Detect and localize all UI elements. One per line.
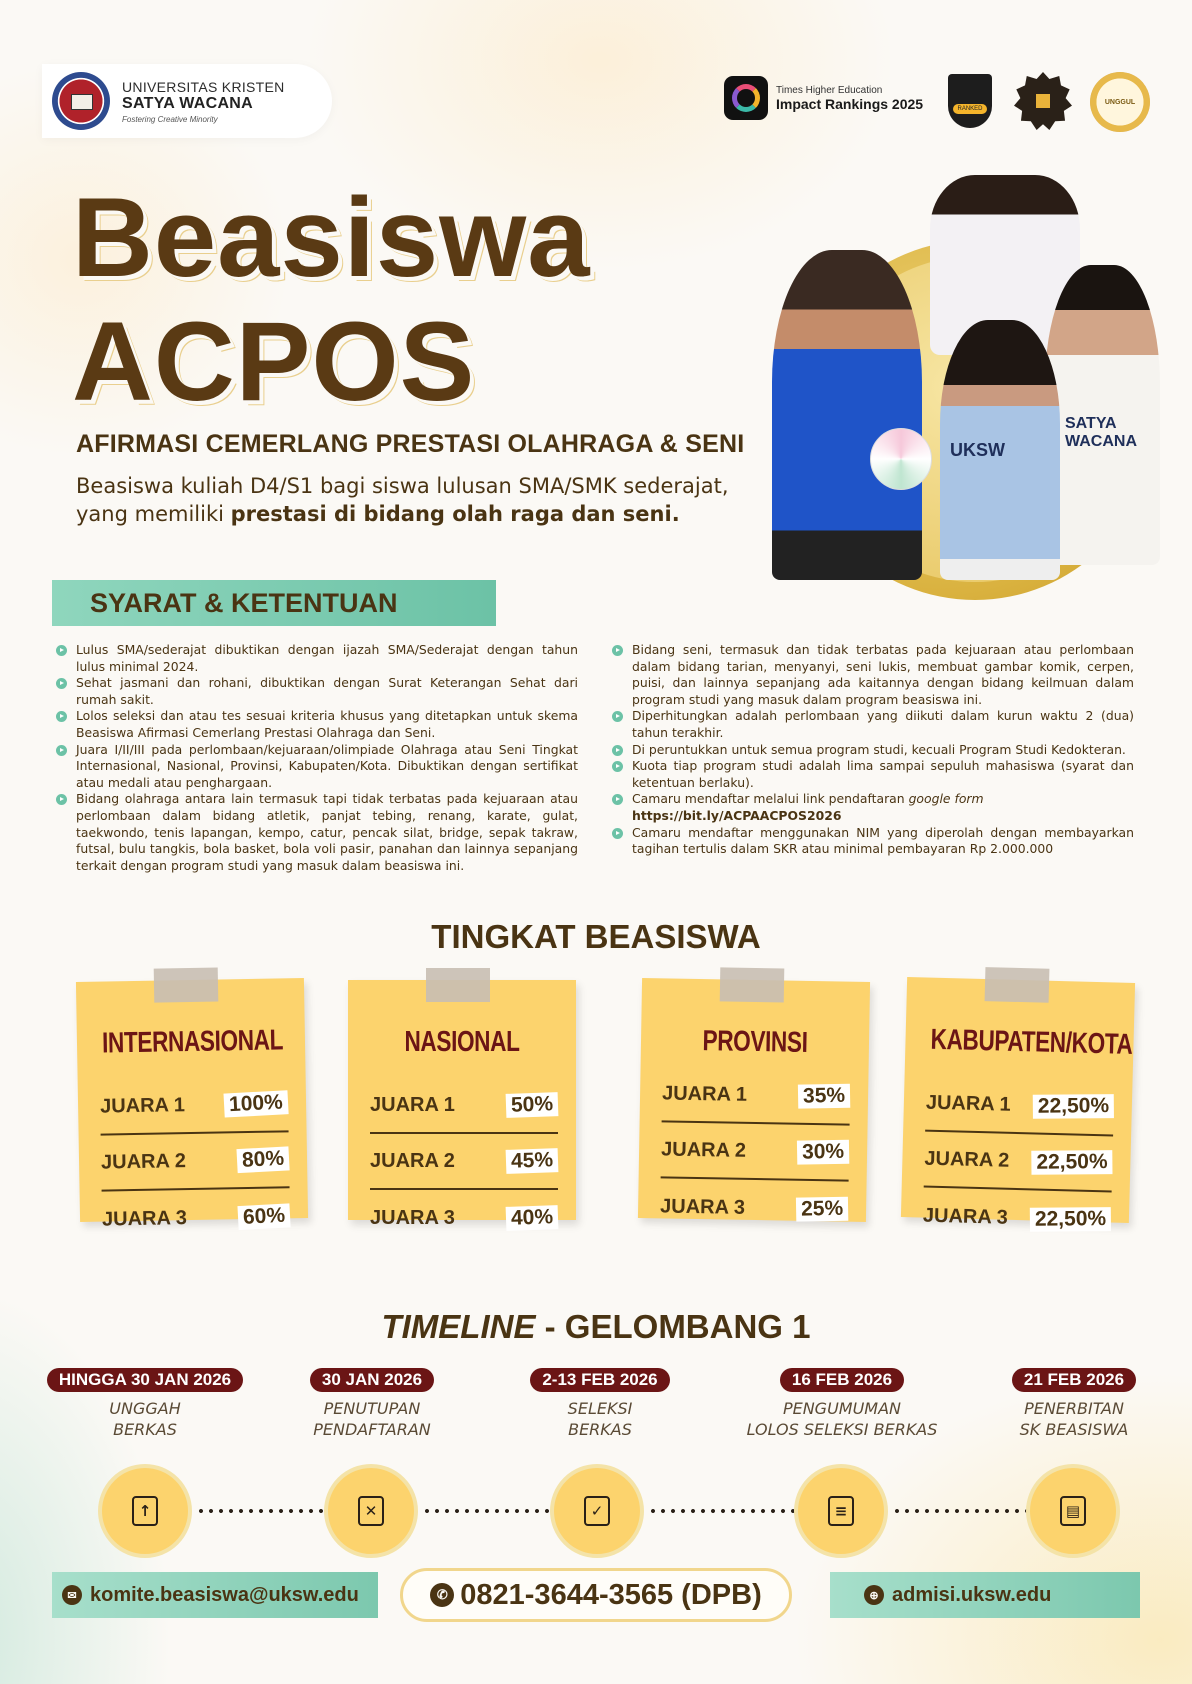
requirement-item: Camaru mendaftar menggunakan NIM yang diperolah dengan membayarkan tagihan tertulis dalam SKR atau minimal pembayaran Rp 2.000.000 <box>612 825 1134 858</box>
timeline-date: 2-13 FEB 2026 <box>530 1368 669 1392</box>
requirement-item: Kuota tiap program studi adalah lima sampai sepuluh mahasiswa (syarat dan ketentuan berlaku). <box>612 758 1134 791</box>
the-impact-ranking-badge <box>724 76 923 120</box>
ranking-title: Impact Rankings 2025 <box>776 95 924 112</box>
requirement-item: Lulus SMA/sederajat dibuktikan dengan ijazah SMA/Sederajat dengan tahun lulus minimal 2024. <box>56 642 578 675</box>
tape-decoration <box>985 967 1050 1003</box>
university-name-line1: UNIVERSITAS KRISTEN <box>122 78 285 95</box>
section-title-timeline: TIMELINE - GELOMBANG 1 <box>381 1308 811 1345</box>
timeline-step: HINGGA 30 JAN 2026 UNGGAH BERKAS <box>35 1368 255 1440</box>
level-row: JUARA 3 40% <box>370 1190 558 1246</box>
contact-email[interactable]: ✉ komite.beasiswa@uksw.edu <box>52 1572 378 1618</box>
university-name-line2: SATYA WACANA <box>122 94 254 112</box>
timeline-date: 16 FEB 2026 <box>780 1368 904 1392</box>
level-row: JUARA 1 22,50% <box>925 1076 1114 1137</box>
athlete-goalkeeper-image <box>772 250 922 580</box>
globe-icon: ⊕ <box>864 1585 884 1605</box>
level-row: JUARA 2 22,50% <box>924 1132 1113 1193</box>
bullet-icon <box>612 794 623 805</box>
program-description: Beasiswa kuliah D4/S1 bagi siswa lulusan SMA/SMK sederajat, yang memiliki prestasi di bidang olah raga dan seni. <box>76 474 729 526</box>
bullet-icon <box>56 794 67 805</box>
the-logo-icon <box>724 76 768 120</box>
tape-decoration <box>154 968 219 1003</box>
timeline-step: 30 JAN 2026 PENUTUPAN PENDAFTARAN <box>262 1368 482 1440</box>
timeline-connector <box>892 1509 1028 1513</box>
timeline-connector <box>648 1509 796 1513</box>
timeline <box>0 1368 1192 1548</box>
level-row: JUARA 2 30% <box>661 1122 850 1181</box>
level-card-nasional: NASIONAL JUARA 1 50% JUARA 2 45% JUARA 3 40% <box>348 980 576 1220</box>
page-title <box>72 175 591 424</box>
whatsapp-icon: ✆ <box>430 1583 454 1607</box>
level-row: JUARA 3 22,50% <box>922 1188 1111 1249</box>
ranking-org: Times Higher Education <box>776 84 883 96</box>
timeline-step: 16 FEB 2026 PENGUMUMAN LOLOS SELEKSI BERKAS <box>746 1370 938 1439</box>
section-header-syarat: SYARAT & KETENTUAN <box>52 580 496 626</box>
registration-link[interactable]: https://bit.ly/ACPAACPOS2026 <box>632 807 842 823</box>
timeline-date: 30 JAN 2026 <box>310 1368 434 1392</box>
university-logo-block <box>42 64 332 138</box>
bullet-icon <box>612 761 623 772</box>
timeline-date: HINGGA 30 JAN 2026 <box>47 1368 243 1392</box>
program-subtitle: AFIRMASI CEMERLANG PRESTASI OLAHRAGA & SENI <box>76 430 745 458</box>
requirement-item: Lolos seleksi dan atau tes sesuai kriteria khusus yang ditetapkan untuk skema Beasiswa Afirmasi Cemerlang Prestasi Olahraga dan Seni. <box>56 708 578 741</box>
star-badge-icon <box>1014 72 1072 130</box>
tape-decoration <box>426 968 490 1002</box>
scholarship-levels <box>0 980 1192 1240</box>
university-seal-icon <box>52 72 110 130</box>
section-title-tingkat: TINGKAT BEASISWA <box>431 918 761 955</box>
timeline-step: 2-13 FEB 2026 SELEKSI BERKAS <box>490 1368 710 1440</box>
level-row: JUARA 1 50% <box>370 1078 558 1134</box>
bullet-icon <box>612 711 623 722</box>
timeline-date: 21 FEB 2026 <box>1012 1368 1136 1392</box>
close-box-icon: ✕ <box>324 1464 418 1558</box>
athlete-futsal-image: UKSW <box>940 320 1060 580</box>
bullet-icon <box>612 745 623 756</box>
bullet-icon <box>56 645 67 656</box>
bullet-icon <box>612 645 623 656</box>
requirement-item: Di peruntukkan untuk semua program studi, kecuali Program Studi Kedokteran. <box>612 742 1134 759</box>
level-card-provinsi: PROVINSI JUARA 1 35% JUARA 2 30% JUARA 3 25% <box>638 978 870 1222</box>
bullet-icon <box>612 828 623 839</box>
level-row: JUARA 1 35% <box>662 1066 851 1125</box>
contact-phone[interactable]: ✆ 0821-3644-3565 (DPB) <box>400 1568 792 1622</box>
requirement-item: Bidang seni, termasuk dan tidak terbatas pada kejuaraan atau perlombaan dalam bidang tarian, menyanyi, seni lukis, membuat gambar komik, cerpen, puisi, dan lainnya sepanjang ada kaitannya dengan bidang keilmuan dalam program studi yang masuk dalam program beasiswa ini. <box>612 642 1134 708</box>
checklist-icon: ✓ <box>550 1464 644 1558</box>
bullet-icon <box>56 711 67 722</box>
timeline-step: 21 FEB 2026 PENERBITAN SK BEASISWA <box>964 1368 1184 1440</box>
requirements-left-column <box>56 642 578 874</box>
requirement-item: Juara I/II/III pada perlombaan/kejuaraan/olimpiade Olahraga atau Seni Tingkat Internasional, Nasional, Provinsi, Kabupaten/Kota. Dibuktikan dengan sertifikat atau medali atau penghargaan. <box>56 742 578 792</box>
requirements-right-column <box>612 642 1134 858</box>
athlete-basketball-image: SATYA WACANA <box>1045 265 1160 565</box>
document-icon: ▤ <box>1026 1464 1120 1558</box>
requirement-item: Diperhitungkan adalah perlombaan yang diikuti dalam kurun waktu 2 (dua) tahun terakhir. <box>612 708 1134 741</box>
level-row: JUARA 3 60% <box>102 1188 291 1247</box>
tape-decoration <box>720 967 785 1002</box>
requirement-item-registration: Camaru mendaftar melalui link pendaftaran google form https://bit.ly/ACPAACPOS2026 <box>612 791 1134 824</box>
soccer-ball-image <box>870 428 932 490</box>
requirement-item: Bidang olahraga antara lain termasuk tapi tidak terbatas pada kejuaraan atau perlombaan dalam bidang atletik, panjat tebing, renang, karate, gulat, taekwondo, tenis lapangan, kempo, catur, pencak silat, bridge, sepak takraw, futsal, bulu tangkis, bola basket, bola voli pasir, panahan dan lainnya sepanjang terkait dengan program studi yang masuk dalam beasiswa ini. <box>56 791 578 874</box>
announcement-icon: ≡ <box>794 1464 888 1558</box>
timeline-connector <box>422 1509 550 1513</box>
title-line1: Beasiswa <box>72 175 591 300</box>
email-icon: ✉ <box>62 1585 82 1605</box>
level-row: JUARA 1 100% <box>100 1076 289 1135</box>
title-line2: ACPOS <box>72 299 476 424</box>
university-tagline: Fostering Creative Minority <box>122 114 218 124</box>
bullet-icon <box>56 745 67 756</box>
requirement-item: Sehat jasmani dan rohani, dibuktikan dengan Surat Keterangan Sehat dari rumah sakit. <box>56 675 578 708</box>
level-card-internasional: INTERNASIONAL JUARA 1 100% JUARA 2 80% JUARA 3 60% <box>76 978 308 1222</box>
ranked-shield-icon: RANKED <box>948 74 992 128</box>
bullet-icon <box>56 678 67 689</box>
upload-file-icon: ↑ <box>98 1464 192 1558</box>
level-row: JUARA 2 80% <box>101 1132 290 1191</box>
level-row: JUARA 2 45% <box>370 1134 558 1190</box>
unggul-seal-icon: UNGGUL <box>1090 72 1150 132</box>
level-row: JUARA 3 25% <box>660 1178 849 1237</box>
contact-website[interactable]: ⊕ admisi.uksw.edu <box>830 1572 1140 1618</box>
level-card-kabupaten-kota: KABUPATEN/KOTA JUARA 1 22,50% JUARA 2 22,50% JUARA 3 22,50% <box>901 977 1135 1223</box>
timeline-connector <box>196 1509 324 1513</box>
